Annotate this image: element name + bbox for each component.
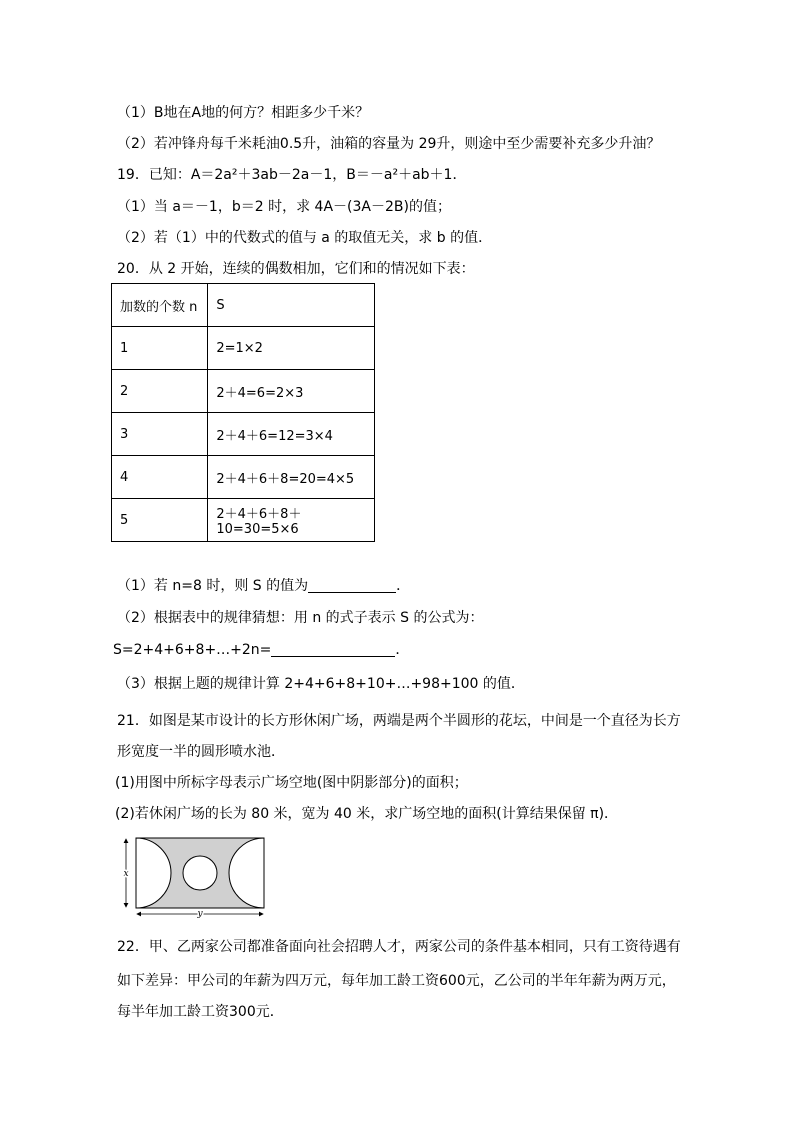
q21-part1: (1)用图中所标字母表示广场空地(图中阴影部分)的面积； (115, 775, 468, 791)
label-y: y (197, 909, 203, 919)
table-header-row (112, 284, 375, 327)
answer-blank[interactable] (308, 578, 396, 593)
q19-part2: （2）若（1）中的代数式的值与 a 的取值无关，求 b 的值． (117, 230, 493, 246)
q19-stem-prefix: 19．已知： (117, 167, 191, 183)
table-header-cell: 加数的个数 n (112, 284, 208, 327)
q18-part2: （2）若冲锋舟每千米耗油0.5升，油箱的容量为 29升，则途中至少需要补充多少升油？ (117, 136, 661, 152)
table-row (112, 499, 375, 542)
label-x: x (123, 869, 129, 879)
q22-line3: 每半年加工龄工资300元． (117, 1004, 284, 1020)
q21-stem-line1: 21．如图是某市设计的长方形休闲广场，两端是两个半圆形的花坛，中间是一个直径为长方 (117, 713, 681, 729)
table-row (112, 413, 375, 456)
table-row (112, 370, 375, 413)
table-cell: 2＋4=6=2×3 (208, 370, 375, 413)
table-row (112, 456, 375, 499)
table-header-cell: S (208, 284, 375, 327)
even-sum-table (111, 283, 375, 542)
table-cell: 3 (112, 413, 208, 456)
q18-part1: （1）B地在A地的何方？相距多少千米？ (117, 105, 370, 121)
answer-blank[interactable] (271, 642, 395, 657)
table-cell: 4 (112, 456, 208, 499)
table-row (112, 327, 375, 370)
q22-line1: 22．甲、乙两家公司都准备面向社会招聘人才，两家公司的条件基本相同，只有工资待遇有 (117, 939, 681, 955)
q20-stem: 20．从 2 开始，连续的偶数相加，它们和的情况如下表： (117, 261, 475, 277)
q20-part2: （2）根据表中的规律猜想：用 n 的式子表示 S 的公式为： (117, 610, 484, 626)
table-cell: 2＋4＋6＋8=20=4×5 (208, 456, 375, 499)
plaza-figure (120, 835, 270, 919)
q19-part1: （1）当 a＝－1，b＝2 时，求 4A－(3A－2B)的值； (117, 199, 451, 215)
q19-stem: 19．已知：A＝2a²＋3ab－2a－1，B＝－a²＋ab＋1． (117, 167, 467, 183)
q20-part2-formula: S=2+4+6+8+…+2n= ． (113, 642, 410, 658)
q21-part2: (2)若休闲广场的长为 80 米，宽为 40 米，求广场空地的面积(计算结果保留 π)． (115, 806, 619, 822)
q20-part3: （3）根据上题的规律计算 2+4+6+8+10+…+98+100 的值． (117, 676, 525, 692)
q20-part1: （1）若 n=8 时，则 S 的值为 ． (117, 578, 411, 594)
q19-expr-b: B＝－a²＋ab＋1． (346, 167, 467, 183)
fountain-circle (183, 856, 217, 890)
table-cell: 5 (112, 499, 208, 542)
q21-stem-line2: 形宽度一半的圆形喷水池． (117, 744, 285, 760)
table-cell: 2 (112, 370, 208, 413)
table-cell: 2＋4＋6＋8＋10=30=5×6 (208, 499, 375, 542)
table-cell: 1 (112, 327, 208, 370)
table-cell: 2＋4＋6=12=3×4 (208, 413, 375, 456)
q22-line2: 如下差异：甲公司的年薪为四万元，每年加工龄工资600元，乙公司的半年年薪为两万元， (117, 973, 676, 989)
table-cell: 2=1×2 (208, 327, 375, 370)
q19-expr-a: A＝2a²＋3ab－2a－1 (190, 167, 333, 183)
